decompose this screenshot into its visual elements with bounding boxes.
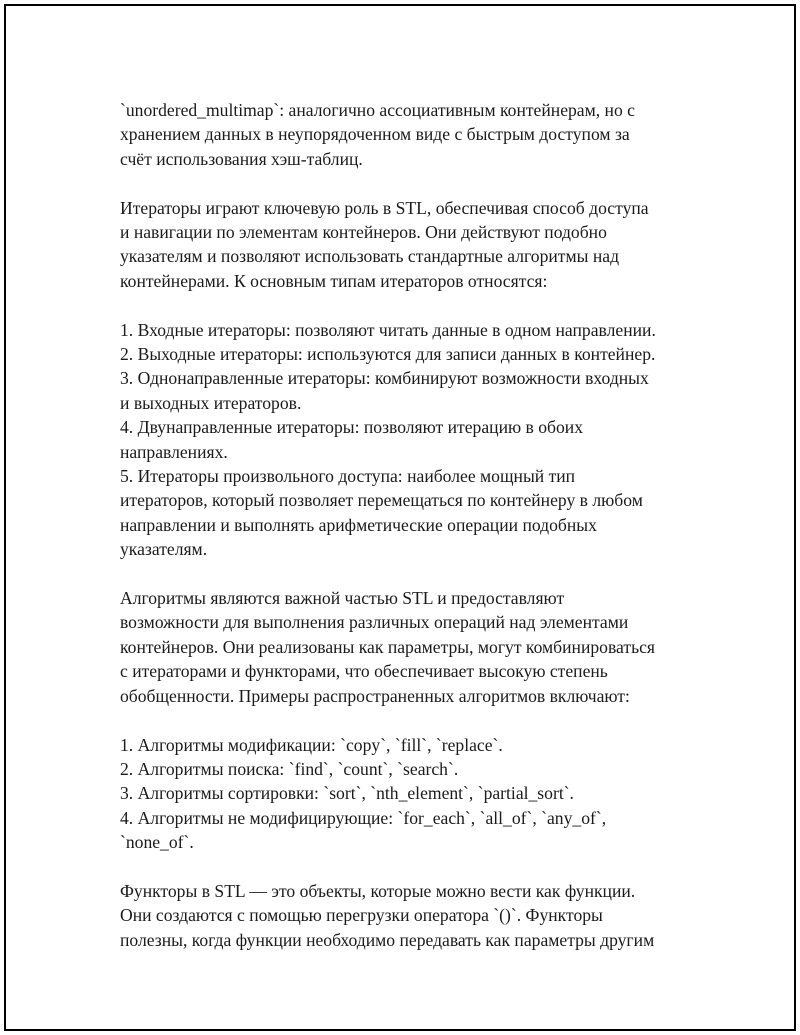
paragraph-unordered-multimap: `unordered_multimap`: аналогично ассоциативным контейнерам, но с хранением данных в неупорядоченном виде с быстрым доступом за счёт использования хэш-таблиц.	[120, 100, 635, 169]
algorithm-examples-list	[120, 733, 700, 855]
iterator-types-list	[120, 318, 700, 562]
document-body	[120, 98, 700, 977]
list-item: 4. Алгоритмы не модифицирующие: `for_each`, `all_of`, `any_of`, `none_of`.	[120, 807, 607, 853]
list-item: 4. Двунаправленные итераторы: позволяют итерацию в обоих направлениях.	[120, 417, 583, 462]
list-item: 3. Однонаправленные итераторы: комбинируют возможности входных и выходных итераторов.	[120, 368, 649, 413]
paragraph-functors: Функторы в STL — это объекты, которые можно вести как функции. Они создаются с помощью перегрузки оператора `()`. Функторы полезны, когда функции необходимо передавать как параметры другим	[120, 880, 655, 950]
list-item: 5. Итераторы произвольного доступа: наиболее мощный тип итераторов, который позволяет перемещаться по контейнеру в любом направлении и выполнять арифметические операции подобных указателям.	[120, 466, 643, 560]
paragraph-iterators-intro: Итераторы играют ключевую роль в STL, обеспечивая способ доступа и навигации по элементам контейнеров. Они действуют подобно указателям и позволяют использовать стандартные алгоритмы над контейнерами. К основным типам итераторов относятся:	[120, 197, 649, 291]
document-page	[4, 4, 796, 1031]
list-item: 2. Алгоритмы поиска: `find`, `count`, `search`.	[120, 758, 459, 779]
paragraph-algorithms-intro: Алгоритмы являются важной частью STL и предоставляют возможности для выполнения различных операций над элементами контейнеров. Они реализованы как параметры, могут комбинироваться с итераторами и функторами, что обеспечивает высокую степень обобщенности. Примеры распространенных алгоритмов включают:	[120, 588, 656, 706]
list-item: 3. Алгоритмы сортировки: `sort`, `nth_element`, `partial_sort`.	[120, 783, 574, 804]
list-item: 2. Выходные итераторы: используются для записи данных в контейнер.	[120, 344, 656, 365]
list-item: 1. Алгоритмы модификации: `copy`, `fill`, `replace`.	[120, 734, 503, 755]
list-item: 1. Входные итераторы: позволяют читать данные в одном направлении.	[120, 319, 656, 340]
